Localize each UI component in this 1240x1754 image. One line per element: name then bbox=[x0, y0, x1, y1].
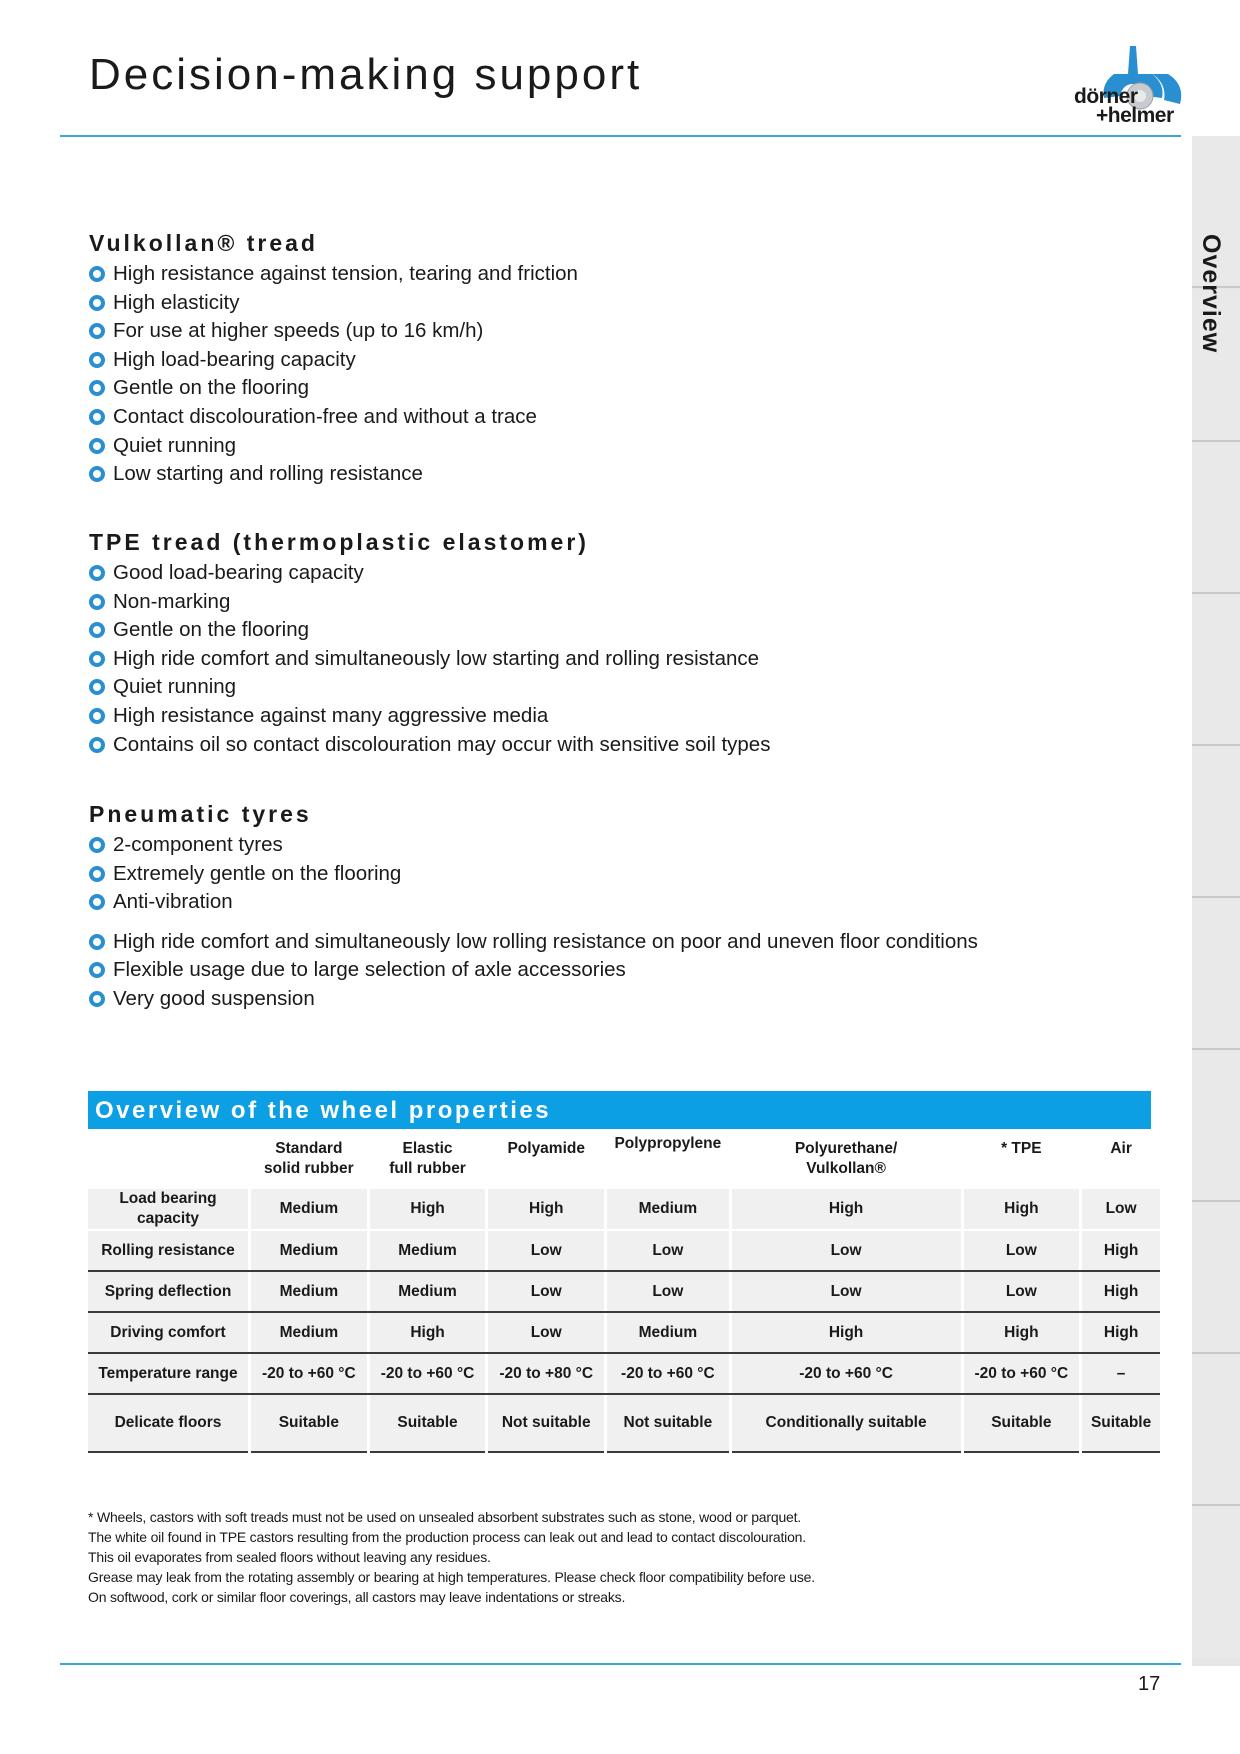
bullet-list bbox=[89, 260, 578, 489]
section-pneumatic bbox=[89, 801, 978, 1014]
ring-bullet-icon bbox=[89, 894, 105, 910]
list-item: High resistance against tension, tearing and friction bbox=[89, 260, 578, 289]
table-cell: High bbox=[370, 1187, 486, 1231]
section-title: Vulkollan® tread bbox=[89, 230, 318, 256]
table-cell: -20 to +60 °C bbox=[251, 1354, 367, 1395]
table-cell: -20 to +60 °C bbox=[607, 1354, 729, 1395]
table-cell: Low bbox=[1082, 1187, 1160, 1231]
list-item: Low starting and rolling resistance bbox=[89, 460, 578, 489]
list-item: High load-bearing capacity bbox=[89, 346, 578, 375]
wheel-properties-table bbox=[88, 1133, 1160, 1453]
list-item: Contact discolouration-free and without a trace bbox=[89, 403, 578, 432]
table-cell: -20 to +60 °C bbox=[732, 1354, 961, 1395]
table-cell: – bbox=[1082, 1354, 1160, 1395]
table-cell: Suitable bbox=[1082, 1395, 1160, 1453]
table-cell: Low bbox=[607, 1272, 729, 1313]
logo-wordmark bbox=[1074, 87, 1174, 125]
side-tab-4[interactable] bbox=[1192, 594, 1240, 746]
ring-bullet-icon bbox=[89, 651, 105, 667]
table-row bbox=[88, 1187, 1160, 1231]
table-cell: Medium bbox=[251, 1187, 367, 1231]
list-item: For use at higher speeds (up to 16 km/h) bbox=[89, 317, 578, 346]
column-header: * TPE bbox=[964, 1133, 1080, 1187]
side-tab-strip bbox=[1192, 136, 1240, 1666]
side-tab-6[interactable] bbox=[1192, 898, 1240, 1050]
column-header: Air bbox=[1082, 1133, 1160, 1187]
side-tab-label: Overview bbox=[1197, 234, 1225, 354]
table-cell: -20 to +60 °C bbox=[370, 1354, 486, 1395]
table-cell: Medium bbox=[370, 1231, 486, 1272]
ring-bullet-icon bbox=[89, 708, 105, 724]
table-cell: -20 to +60 °C bbox=[964, 1354, 1080, 1395]
ring-bullet-icon bbox=[89, 266, 105, 282]
table-cell: Medium bbox=[251, 1313, 367, 1354]
bullet-list bbox=[89, 559, 770, 759]
table-cell: Low bbox=[488, 1272, 604, 1313]
table-cell: Medium bbox=[607, 1313, 729, 1354]
table-cell: Medium bbox=[251, 1231, 367, 1272]
row-label: Temperature range bbox=[88, 1354, 248, 1395]
table-cell: Conditionally suitable bbox=[732, 1395, 961, 1453]
list-item: Anti-vibration bbox=[89, 888, 978, 917]
list-item: Extremely gentle on the flooring bbox=[89, 860, 978, 889]
list-item: High ride comfort and simultaneously low rolling resistance on poor and uneven floor conditions bbox=[89, 928, 978, 957]
overview-banner bbox=[88, 1091, 1151, 1129]
table-cell: Medium bbox=[607, 1187, 729, 1231]
header-divider bbox=[60, 135, 1181, 137]
ring-bullet-icon bbox=[89, 737, 105, 753]
table-cell: Not suitable bbox=[607, 1395, 729, 1453]
ring-bullet-icon bbox=[89, 991, 105, 1007]
table-cell: High bbox=[370, 1313, 486, 1354]
table-cell: Low bbox=[732, 1231, 961, 1272]
ring-bullet-icon bbox=[89, 962, 105, 978]
table-row bbox=[88, 1395, 1160, 1453]
side-tab-8[interactable] bbox=[1192, 1202, 1240, 1354]
page-title: Decision-making support bbox=[89, 50, 643, 99]
header-corner bbox=[88, 1133, 248, 1187]
table-cell: High bbox=[1082, 1313, 1160, 1354]
table-cell: Low bbox=[732, 1272, 961, 1313]
footnote-line: On softwood, cork or similar floor coverings, all castors may leave indentations or streaks. bbox=[88, 1589, 626, 1605]
table-header-row bbox=[88, 1133, 1160, 1187]
list-item: Good load-bearing capacity bbox=[89, 559, 770, 588]
table-cell: Low bbox=[488, 1313, 604, 1354]
table-row bbox=[88, 1231, 1160, 1272]
logo-line-1: dörner bbox=[1074, 85, 1138, 108]
table-cell: Suitable bbox=[964, 1395, 1080, 1453]
ring-bullet-icon bbox=[89, 323, 105, 339]
list-item: Quiet running bbox=[89, 673, 770, 702]
ring-bullet-icon bbox=[89, 837, 105, 853]
section-vulkollan bbox=[89, 230, 578, 489]
table-row bbox=[88, 1272, 1160, 1313]
footnotes bbox=[88, 1507, 815, 1607]
row-label: Rolling resistance bbox=[88, 1231, 248, 1272]
ring-bullet-icon bbox=[89, 295, 105, 311]
footnote-line: This oil evaporates from sealed floors without leaving any residues. bbox=[88, 1549, 491, 1565]
table-cell: High bbox=[1082, 1231, 1160, 1272]
side-tab-5[interactable] bbox=[1192, 746, 1240, 898]
list-item: High elasticity bbox=[89, 289, 578, 318]
table-cell: Not suitable bbox=[488, 1395, 604, 1453]
side-tab-9[interactable] bbox=[1192, 1354, 1240, 1506]
section-tpe bbox=[89, 529, 770, 759]
column-header: Elastic full rubber bbox=[370, 1133, 486, 1187]
table-cell: High bbox=[732, 1313, 961, 1354]
table-cell: Medium bbox=[251, 1272, 367, 1313]
row-label: Load bearing capacity bbox=[88, 1187, 248, 1231]
table-cell: Low bbox=[607, 1231, 729, 1272]
side-tab-7[interactable] bbox=[1192, 1050, 1240, 1202]
table-cell: Low bbox=[488, 1231, 604, 1272]
table-cell: High bbox=[964, 1313, 1080, 1354]
ring-bullet-icon bbox=[89, 866, 105, 882]
table-row bbox=[88, 1354, 1160, 1395]
list-item: Very good suspension bbox=[89, 985, 978, 1014]
list-item: High ride comfort and simultaneously low starting and rolling resistance bbox=[89, 645, 770, 674]
table-cell: Medium bbox=[370, 1272, 486, 1313]
ring-bullet-icon bbox=[89, 594, 105, 610]
table-cell: Low bbox=[964, 1231, 1080, 1272]
overview-title: Overview of the wheel properties bbox=[95, 1097, 552, 1124]
table-cell: High bbox=[488, 1187, 604, 1231]
table-cell: Low bbox=[964, 1272, 1080, 1313]
ring-bullet-icon bbox=[89, 409, 105, 425]
table-cell: Suitable bbox=[370, 1395, 486, 1453]
row-label: Delicate floors bbox=[88, 1395, 248, 1453]
page-number: 17 bbox=[1138, 1673, 1161, 1695]
list-item: Non-marking bbox=[89, 588, 770, 617]
list-item: Flexible usage due to large selection of axle accessories bbox=[89, 956, 978, 985]
footer-divider bbox=[60, 1663, 1181, 1665]
list-item: Contains oil so contact discolouration may occur with sensitive soil types bbox=[89, 731, 770, 760]
list-item: 2-component tyres bbox=[89, 831, 978, 860]
list-item: Gentle on the flooring bbox=[89, 374, 578, 403]
bullet-list bbox=[89, 831, 978, 1014]
table-cell: Suitable bbox=[251, 1395, 367, 1453]
footnote-line: * Wheels, castors with soft treads must not be used on unsealed absorbent substrates such as stone, wood or parquet. bbox=[88, 1509, 801, 1525]
table-cell: High bbox=[732, 1187, 961, 1231]
table-cell: High bbox=[1082, 1272, 1160, 1313]
ring-bullet-icon bbox=[89, 622, 105, 638]
column-header: Polypropylene bbox=[607, 1133, 729, 1187]
column-header: Polyurethane/ Vulkollan® bbox=[732, 1133, 961, 1187]
table-cell: High bbox=[964, 1187, 1080, 1231]
footnote-line: The white oil found in TPE castors resulting from the production process can leak out and lead to contact discolouration. bbox=[88, 1529, 806, 1545]
row-label: Driving comfort bbox=[88, 1313, 248, 1354]
table-row bbox=[88, 1313, 1160, 1354]
ring-bullet-icon bbox=[89, 466, 105, 482]
column-header: Polyamide bbox=[488, 1133, 604, 1187]
ring-bullet-icon bbox=[89, 679, 105, 695]
ring-bullet-icon bbox=[89, 352, 105, 368]
list-item: High resistance against many aggressive media bbox=[89, 702, 770, 731]
logo-line-2: +helmer bbox=[1096, 104, 1174, 127]
list-item: Quiet running bbox=[89, 432, 578, 461]
footnote-line: Grease may leak from the rotating assembly or bearing at high temperatures. Please check floor compatibility before use. bbox=[88, 1569, 815, 1585]
section-title: Pneumatic tyres bbox=[89, 801, 312, 827]
ring-bullet-icon bbox=[89, 438, 105, 454]
side-tab-10[interactable] bbox=[1192, 1506, 1240, 1658]
ring-bullet-icon bbox=[89, 565, 105, 581]
table-cell: -20 to +80 °C bbox=[488, 1354, 604, 1395]
ring-bullet-icon bbox=[89, 380, 105, 396]
row-label: Spring deflection bbox=[88, 1272, 248, 1313]
side-tab-3[interactable] bbox=[1192, 442, 1240, 594]
ring-bullet-icon bbox=[89, 934, 105, 950]
column-header: Standard solid rubber bbox=[251, 1133, 367, 1187]
section-title: TPE tread (thermoplastic elastomer) bbox=[89, 529, 589, 555]
list-item: Gentle on the flooring bbox=[89, 616, 770, 645]
